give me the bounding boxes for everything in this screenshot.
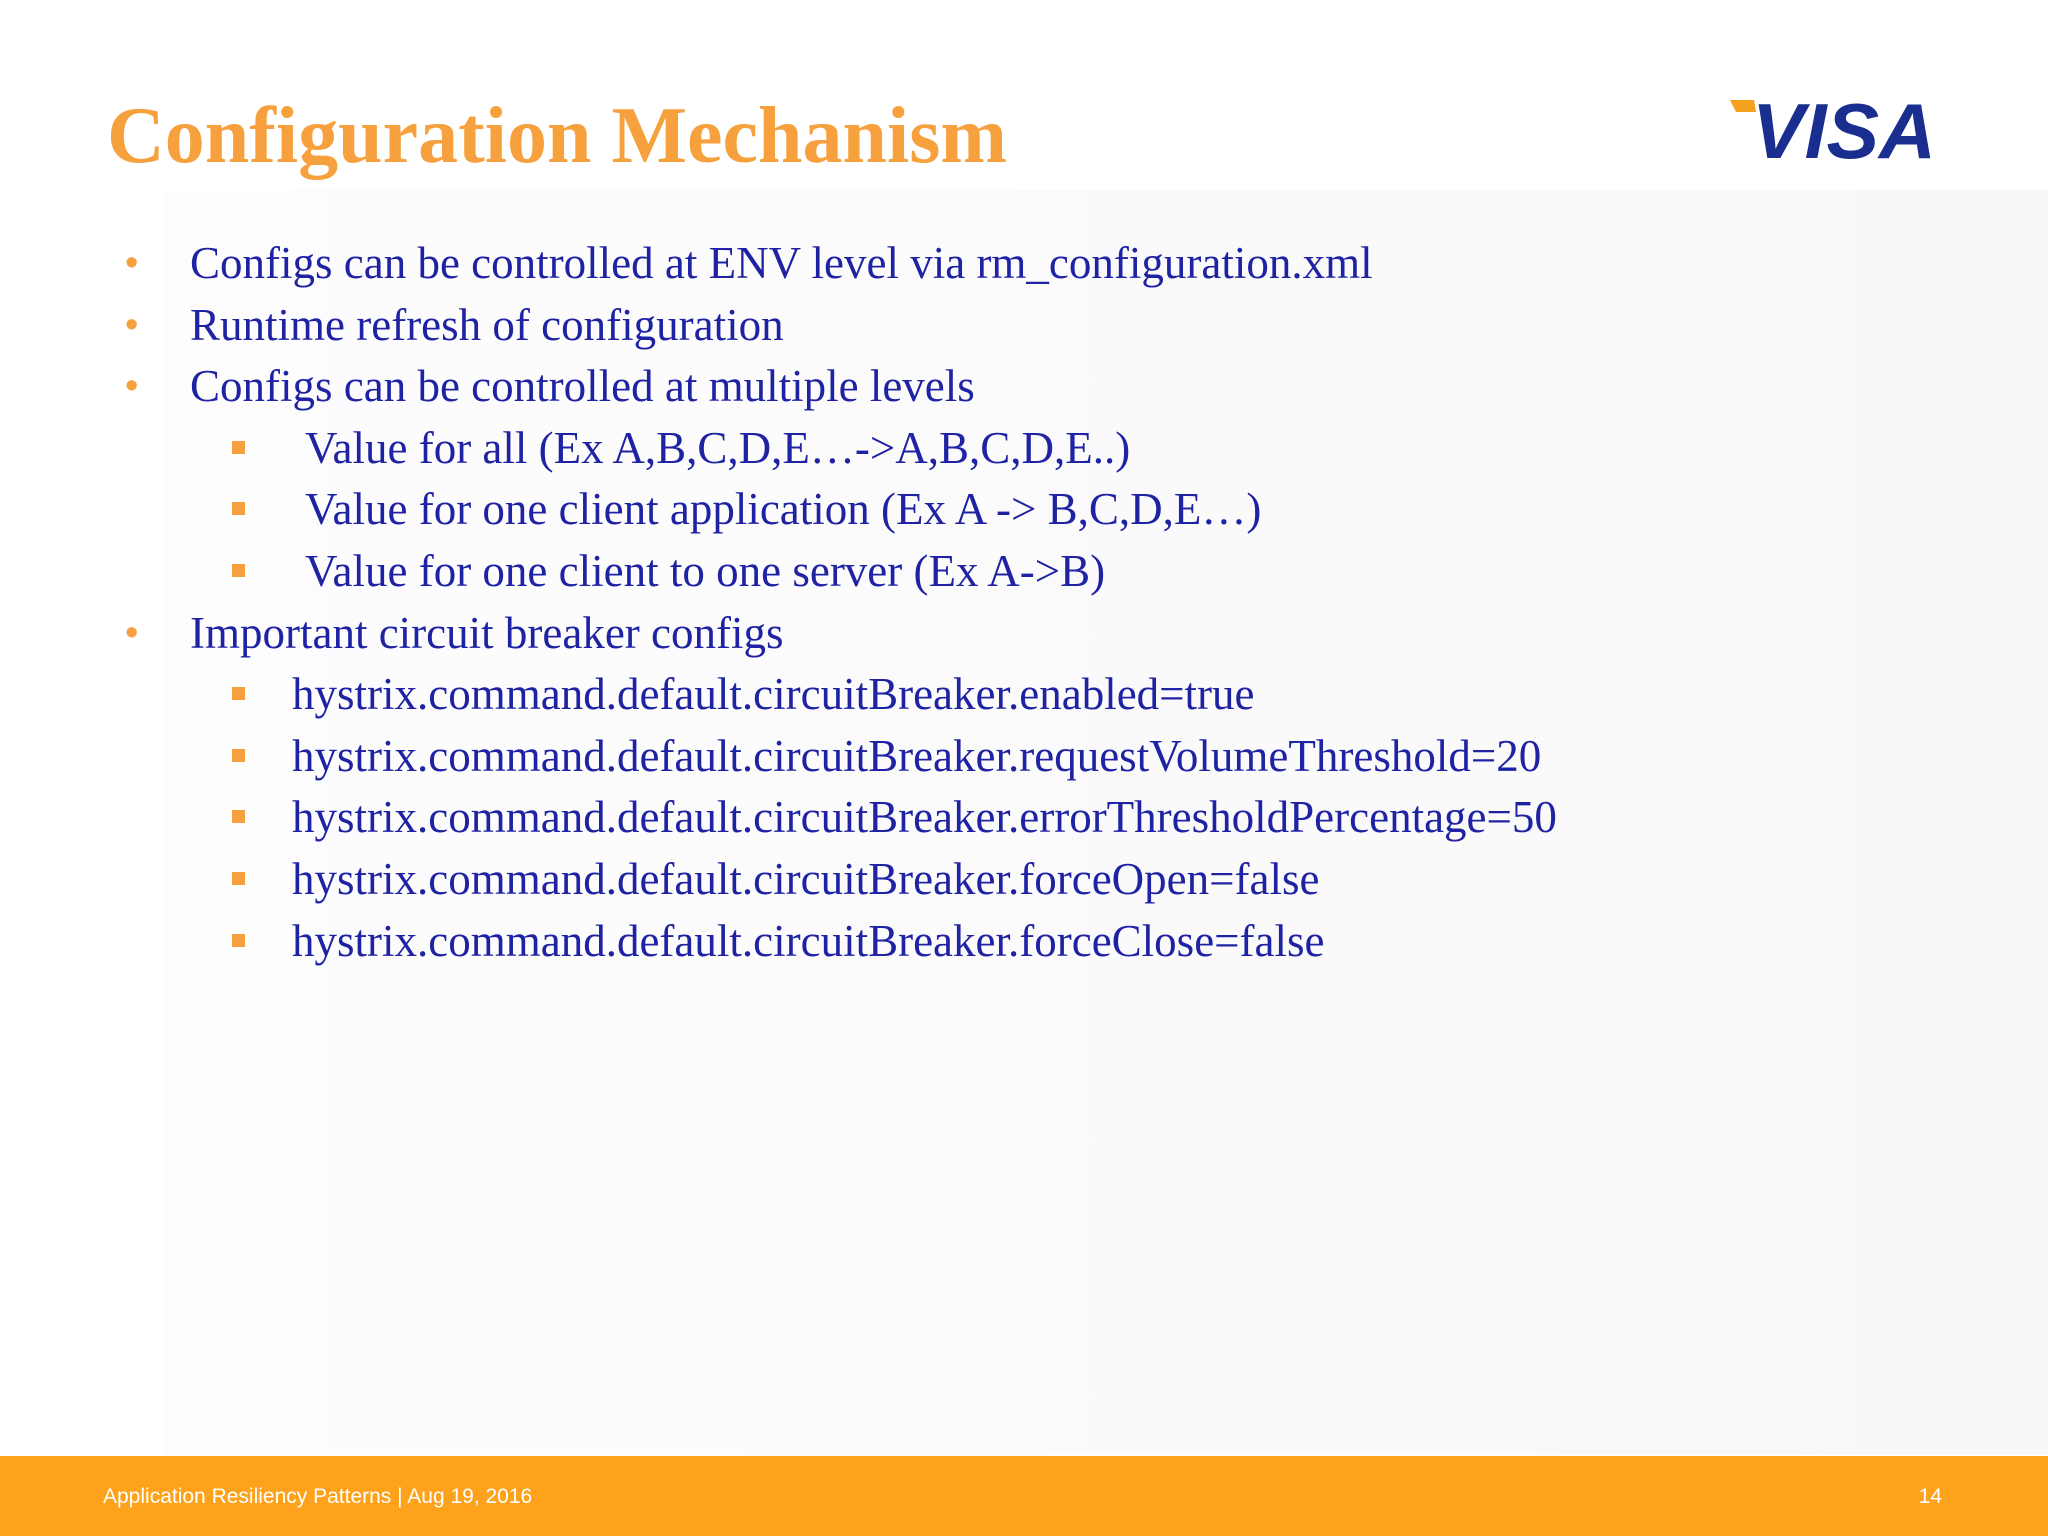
bullet-item <box>0 295 2048 357</box>
footer-text: Application Resiliency Patterns | Aug 19, 2016 <box>103 1485 533 1508</box>
page-number: 14 <box>1918 1485 1942 1508</box>
config-text: hystrix.command.default.circuitBreaker.requestVolumeThreshold=20 <box>292 730 1542 781</box>
sub-bullet-text: Value for one client application (Ex A -> B,C,D,E…) <box>305 484 1262 535</box>
square-bullet-marker <box>232 502 245 515</box>
square-bullet-marker <box>232 934 245 947</box>
sub-bullet-item <box>0 726 2048 788</box>
sub-bullet-item <box>0 664 2048 726</box>
square-bullet-marker <box>232 687 245 700</box>
sub-bullet-item <box>0 787 2048 849</box>
bullet-text: Important circuit breaker configs <box>190 607 784 658</box>
bullet-item <box>0 233 2048 295</box>
visa-logo-text: VISA <box>1752 92 1936 164</box>
bullet-marker: • <box>125 365 139 408</box>
bullet-text: Runtime refresh of configuration <box>190 299 784 350</box>
visa-logo <box>1728 92 1946 164</box>
square-bullet-marker <box>232 872 245 885</box>
bullet-text: Configs can be controlled at multiple levels <box>190 361 975 412</box>
sub-bullet-text: Value for all (Ex A,B,C,D,E…->A,B,C,D,E..) <box>305 422 1131 473</box>
sub-bullet-item <box>0 849 2048 911</box>
sub-bullet-item <box>0 541 2048 603</box>
config-text: hystrix.command.default.circuitBreaker.forceOpen=false <box>292 853 1320 904</box>
bullet-marker: • <box>125 303 139 346</box>
sub-bullet-item <box>0 418 2048 480</box>
bullet-text: Configs can be controlled at ENV level via rm_configuration.xml <box>190 238 1373 288</box>
config-text: hystrix.command.default.circuitBreaker.enabled=true <box>292 669 1255 720</box>
sub-bullet-item <box>0 911 2048 973</box>
bullet-marker: • <box>125 242 139 284</box>
sub-bullet-item <box>0 479 2048 541</box>
footer-bar <box>0 1456 2048 1536</box>
bullet-item <box>0 356 2048 418</box>
bullet-item <box>0 603 2048 665</box>
bullet-list <box>0 233 2048 972</box>
square-bullet-marker <box>232 441 245 454</box>
square-bullet-marker <box>232 749 245 762</box>
sub-bullet-text: Value for one client to one server (Ex A->B) <box>305 545 1106 596</box>
square-bullet-marker <box>232 564 245 577</box>
slide-title: Configuration Mechanism <box>107 92 1007 180</box>
square-bullet-marker <box>232 810 245 823</box>
config-text: hystrix.command.default.circuitBreaker.forceClose=false <box>292 915 1325 966</box>
config-text: hystrix.command.default.circuitBreaker.errorThresholdPercentage=50 <box>292 792 1557 843</box>
bullet-marker: • <box>125 611 139 654</box>
